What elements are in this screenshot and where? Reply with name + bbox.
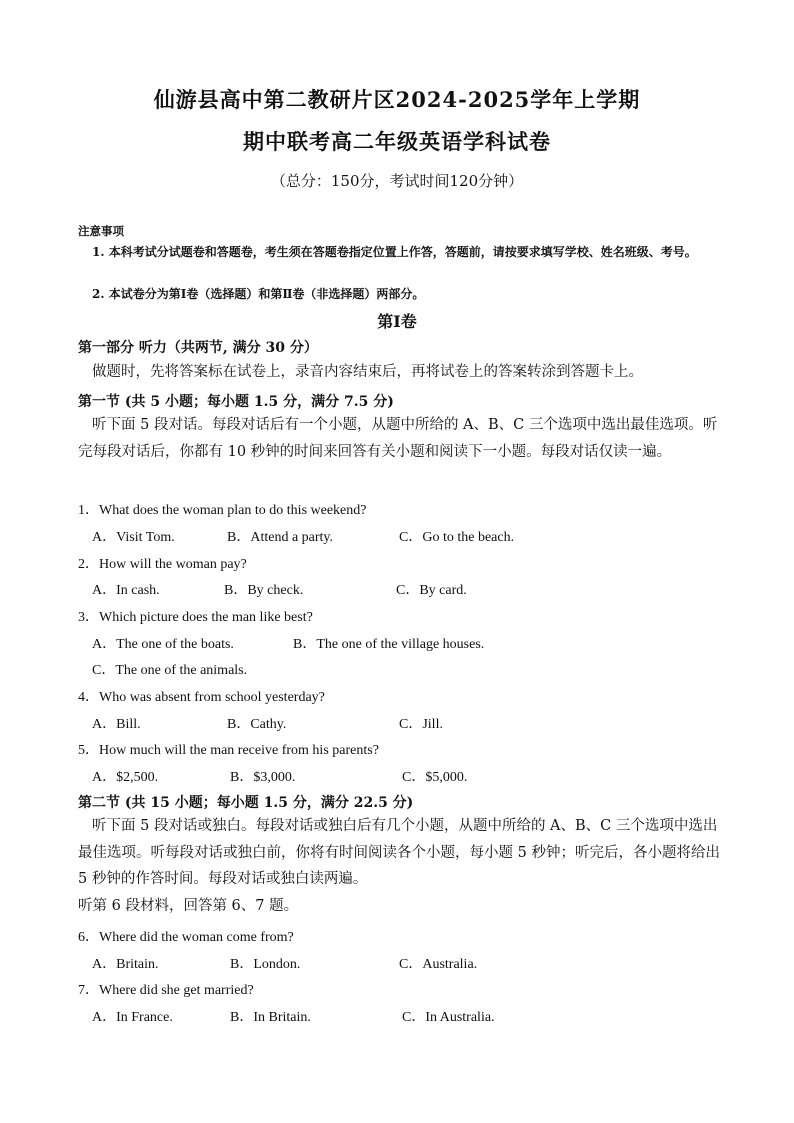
note-item-2: 2. 本试卷分为第Ⅰ卷（选择题）和第Ⅱ卷（非选择题）两部分。 xyxy=(92,287,425,301)
question-5-option-c: C．$5,000. xyxy=(402,770,468,785)
question-7-option-c: C．In Australia. xyxy=(402,1010,495,1025)
part1-instruction: 做题时，先将答案标在试卷上，录音内容结束后，再将试卷上的答案转涂到答题卡上。 xyxy=(92,364,643,380)
question-3-option-c: C．The one of the animals. xyxy=(92,663,248,678)
question-2-stem: 2．How will the woman pay? xyxy=(78,557,247,572)
question-3-stem: 3．Which picture does the man like best? xyxy=(78,610,313,625)
exam-title-line1: 仙游县高中第二教研片区2024-2025学年上学期 xyxy=(153,87,641,112)
note-item-1: 1. 本科考试分试题卷和答题卷，考生须在答题卷指定位置上作答，答题前，请按要求填写学校、姓名班级、考号。 xyxy=(92,245,697,259)
volume-title: 第Ⅰ卷 xyxy=(377,312,417,331)
question-3-option-b: B．The one of the village houses. xyxy=(293,637,485,652)
question-6-option-b: B．London. xyxy=(230,957,301,972)
question-2-option-c: C．By card. xyxy=(396,583,467,598)
question-2-option-b: B．By check. xyxy=(224,583,304,598)
question-1-stem: 1．What does the woman plan to do this weekend? xyxy=(78,503,367,518)
exam-subtitle: （总分：150分，考试时间120分钟） xyxy=(270,172,524,190)
section1-instruction: 听下面 5 段对话。每段对话后有一个小题，从题中所给的 A、B、C 三个选项中选出最佳选项。听完每段对话后，你都有 10 秒钟的时间来回答有关小题和阅读下一小题。每段对话仅读一遍。 xyxy=(78,417,718,460)
question-5-stem: 5．How much will the man receive from his parents? xyxy=(78,743,379,758)
question-4-option-b: B．Cathy. xyxy=(227,717,287,732)
question-2-option-a: A．In cash. xyxy=(92,583,160,598)
question-5-option-a: A．$2,500. xyxy=(92,770,159,785)
exam-title-line2: 期中联考高二年级英语学科试卷 xyxy=(243,129,551,154)
question-6-option-a: A．Britain. xyxy=(92,957,159,972)
notes-heading: 注意事项 xyxy=(78,224,124,238)
question-7-option-a: A．In France. xyxy=(92,1010,173,1025)
question-3-option-a: A．The one of the boats. xyxy=(92,637,234,652)
question-4-stem: 4．Who was absent from school yesterday? xyxy=(78,690,325,705)
question-5-option-b: B．$3,000. xyxy=(230,770,296,785)
question-1-option-b: B．Attend a party. xyxy=(227,530,334,545)
section2-instruction: 听下面 5 段对话或独白。每段对话或独白后有几个小题，从题中所给的 A、B、C 三个选项中选出最佳选项。听每段对话或独白前，你将有时间阅读各个小题，每小题 5 秒钟；听完后，各小题将给出 5 秒钟的作答时间。每段对话或独白读两遍。 xyxy=(78,818,720,887)
question-4-option-a: A．Bill. xyxy=(92,717,141,732)
section2-heading: 第二节 (共 15 小题；每小题 1.5 分，满分 22.5 分) xyxy=(78,795,414,811)
section1-heading: 第一节 (共 5 小题；每小题 1.5 分，满分 7.5 分) xyxy=(78,394,394,410)
question-1-option-a: A．Visit Tom. xyxy=(92,530,175,545)
question-1-option-c: C．Go to the beach. xyxy=(399,530,515,545)
question-6-option-c: C．Australia. xyxy=(399,957,478,972)
question-4-option-c: C．Jill. xyxy=(399,717,443,732)
section2-material-note: 听第 6 段材料，回答第 6、7 题。 xyxy=(78,898,299,914)
question-6-stem: 6．Where did the woman come from? xyxy=(78,930,294,945)
question-7-option-b: B．In Britain. xyxy=(230,1010,311,1025)
question-7-stem: 7．Where did she get married? xyxy=(78,983,254,998)
part1-heading: 第一部分 听力（共两节, 满分 30 分） xyxy=(78,340,318,356)
